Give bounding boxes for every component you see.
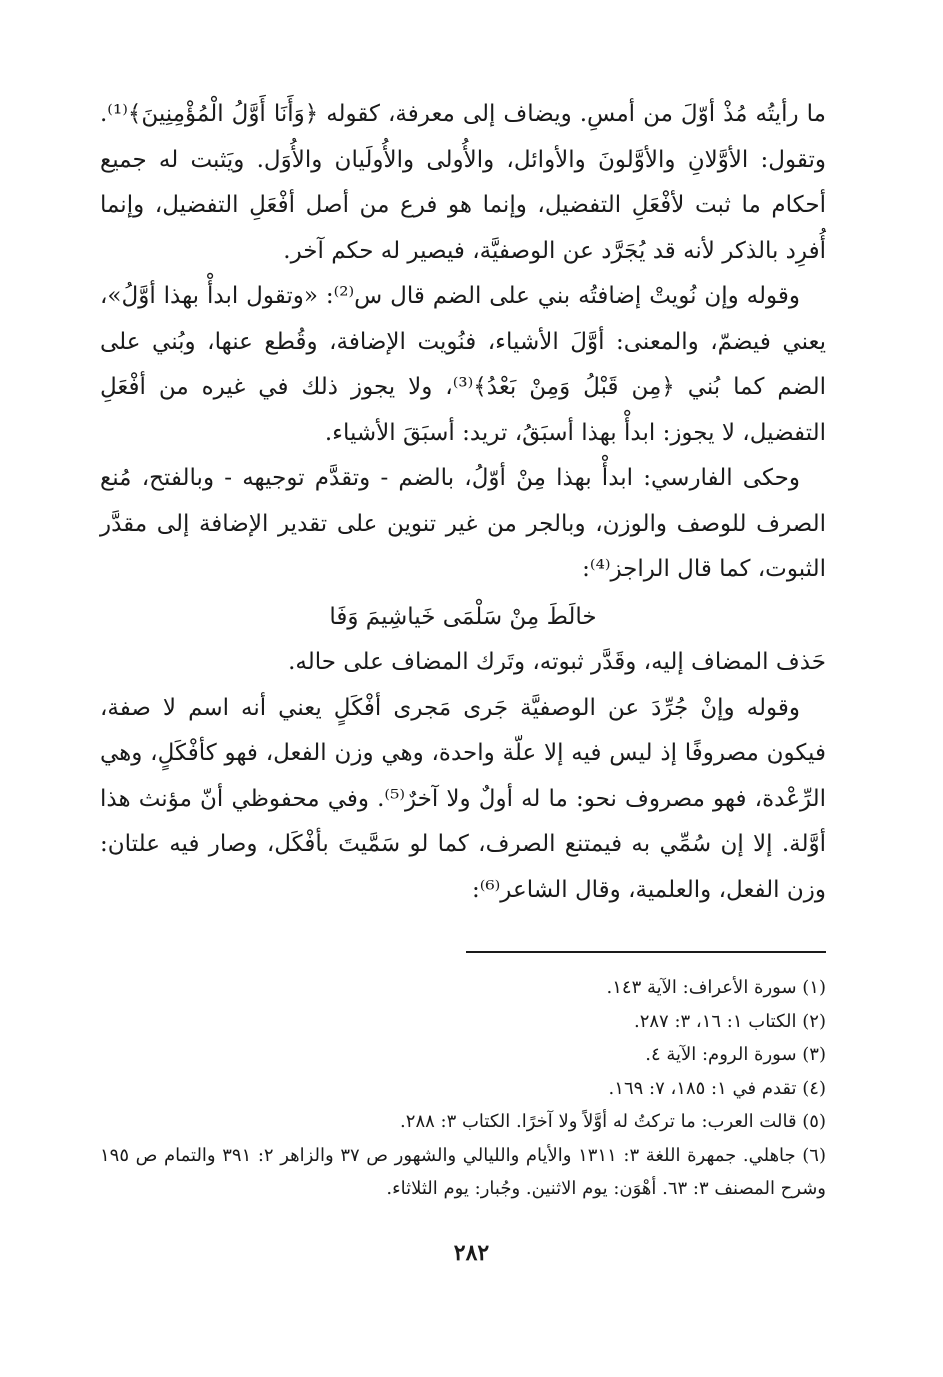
footnote-4: (٤) تقدم في ١: ١٨٥، ٧: ١٦٩. xyxy=(608,1077,826,1099)
page-number: ٢٨٢ xyxy=(453,1240,490,1266)
paragraph-4: حَذف المضاف إليه، وقَدَّر ثبوته، وتَرك المضاف على حاله. xyxy=(288,649,826,675)
paragraph-2: وقوله وإن نُويتْ إضافتُه بني على الضم قال س⁽²⁾: «وتقول ابدأْ بهذا أوَّلُ»، يعني فيضمّ، والمعنى: أوَّلَ الأشياء، فنُويت الإضافة، وقُطع عنها، وبُني على الضم كما بُني ﴿مِن قَبْلُ وَمِنْ بَعْدُ﴾⁽³⁾، ولا يجوز ذلك في غيره من أفْعَلِ التفضيل، لا يجوز: ابدأْ بهذا أسبَقُ، تريد: أسبَقَ الأشياء. xyxy=(100,283,826,446)
footnote-1: (١) سورة الأعراف: الآية ١٤٣. xyxy=(606,977,826,998)
paragraph-5: وقوله وإنْ جُرِّدَ عن الوصفيَّة جَرى مَجرى أفْكَلٍ يعني أنه اسم لا صفة، فيكون مصروفًا إذ ليس فيه إلا علّة واحدة، وهي وزن الفعل، فهو كأفْكَلٍ، وهي الرِّعْدة، فهو مصروف نحو: ما له أولٌ ولا آخرٌ⁽⁵⁾. وفي محفوظي أنّ مؤنث هذا أوَّلة. إلا إن سُمِّي به فيمتنع الصرف، كما لو سَمَّيتَ بأفْكَل، وصار فيه علتان: وزن الفعل، والعلمية، وقال الشاعر⁽⁶⁾: xyxy=(100,694,827,903)
footnote-6: (٦) جاهلي. جمهرة اللغة ٣: ١٣١١ والأيام والليالي والشهور ص ٣٧ والزاهر ٢: ٣٩١ والتمام ص ١٩٥ وشرح المصنف ٣: ٦٣. أهْوَن: يوم الاثنين. وجُبار: يوم الثلاثاء. xyxy=(100,1144,826,1199)
paragraph-1: ما رأيتُه مُذْ أوّلَ من أمسِ. ويضاف إلى معرفة، كقوله ﴿وَأَنَا أَوَّلُ الْمُؤْمِنِينَ﴾⁽¹⁾. وتقول: الأوَّلانِ والأوَّلونَ والأوائل، والأُولى والأُولَيان والأُوَل. ويَثبت له جميع أحكام ما ثبت لأفْعَلِ التفضيل، وإنما هو فرع من أصل أفْعَلِ التفضيل، وإنما أُفرِد بالذكر لأنه قد يُجَرَّد عن الوصفيَّة، فيصير له حكم آخر. xyxy=(100,101,826,264)
footnote-2: (٢) الكتاب ١: ١٦، ٣: ٢٨٧. xyxy=(633,1010,826,1032)
book-page xyxy=(100,92,826,1206)
paragraph-3: وحكى الفارسي: ابدأْ بهذا مِنْ أوّلُ، بالضم - وتقدَّم توجيهه - وبالفتح، مُنع الصرف للوصف والوزن، وبالجر من غير تنوين على تقدير الإضافة إلى مقدَّر الثبوت، كما قال الراجز⁽⁴⁾: xyxy=(100,465,826,582)
footnotes xyxy=(100,971,826,1206)
main-text xyxy=(100,92,826,913)
footnote-3: (٣) سورة الروم: الآية ٤. xyxy=(645,1044,826,1065)
footnote-divider xyxy=(466,951,826,953)
verse-line: خالَطَ مِنْ سَلْمَى خَياشِيمَ وَفَا xyxy=(329,603,597,630)
footnote-5: (٥) قالت العرب: ما تركتُ له أوَّلاً ولا آخرًا. الكتاب ٣: ٢٨٨. xyxy=(400,1111,826,1132)
